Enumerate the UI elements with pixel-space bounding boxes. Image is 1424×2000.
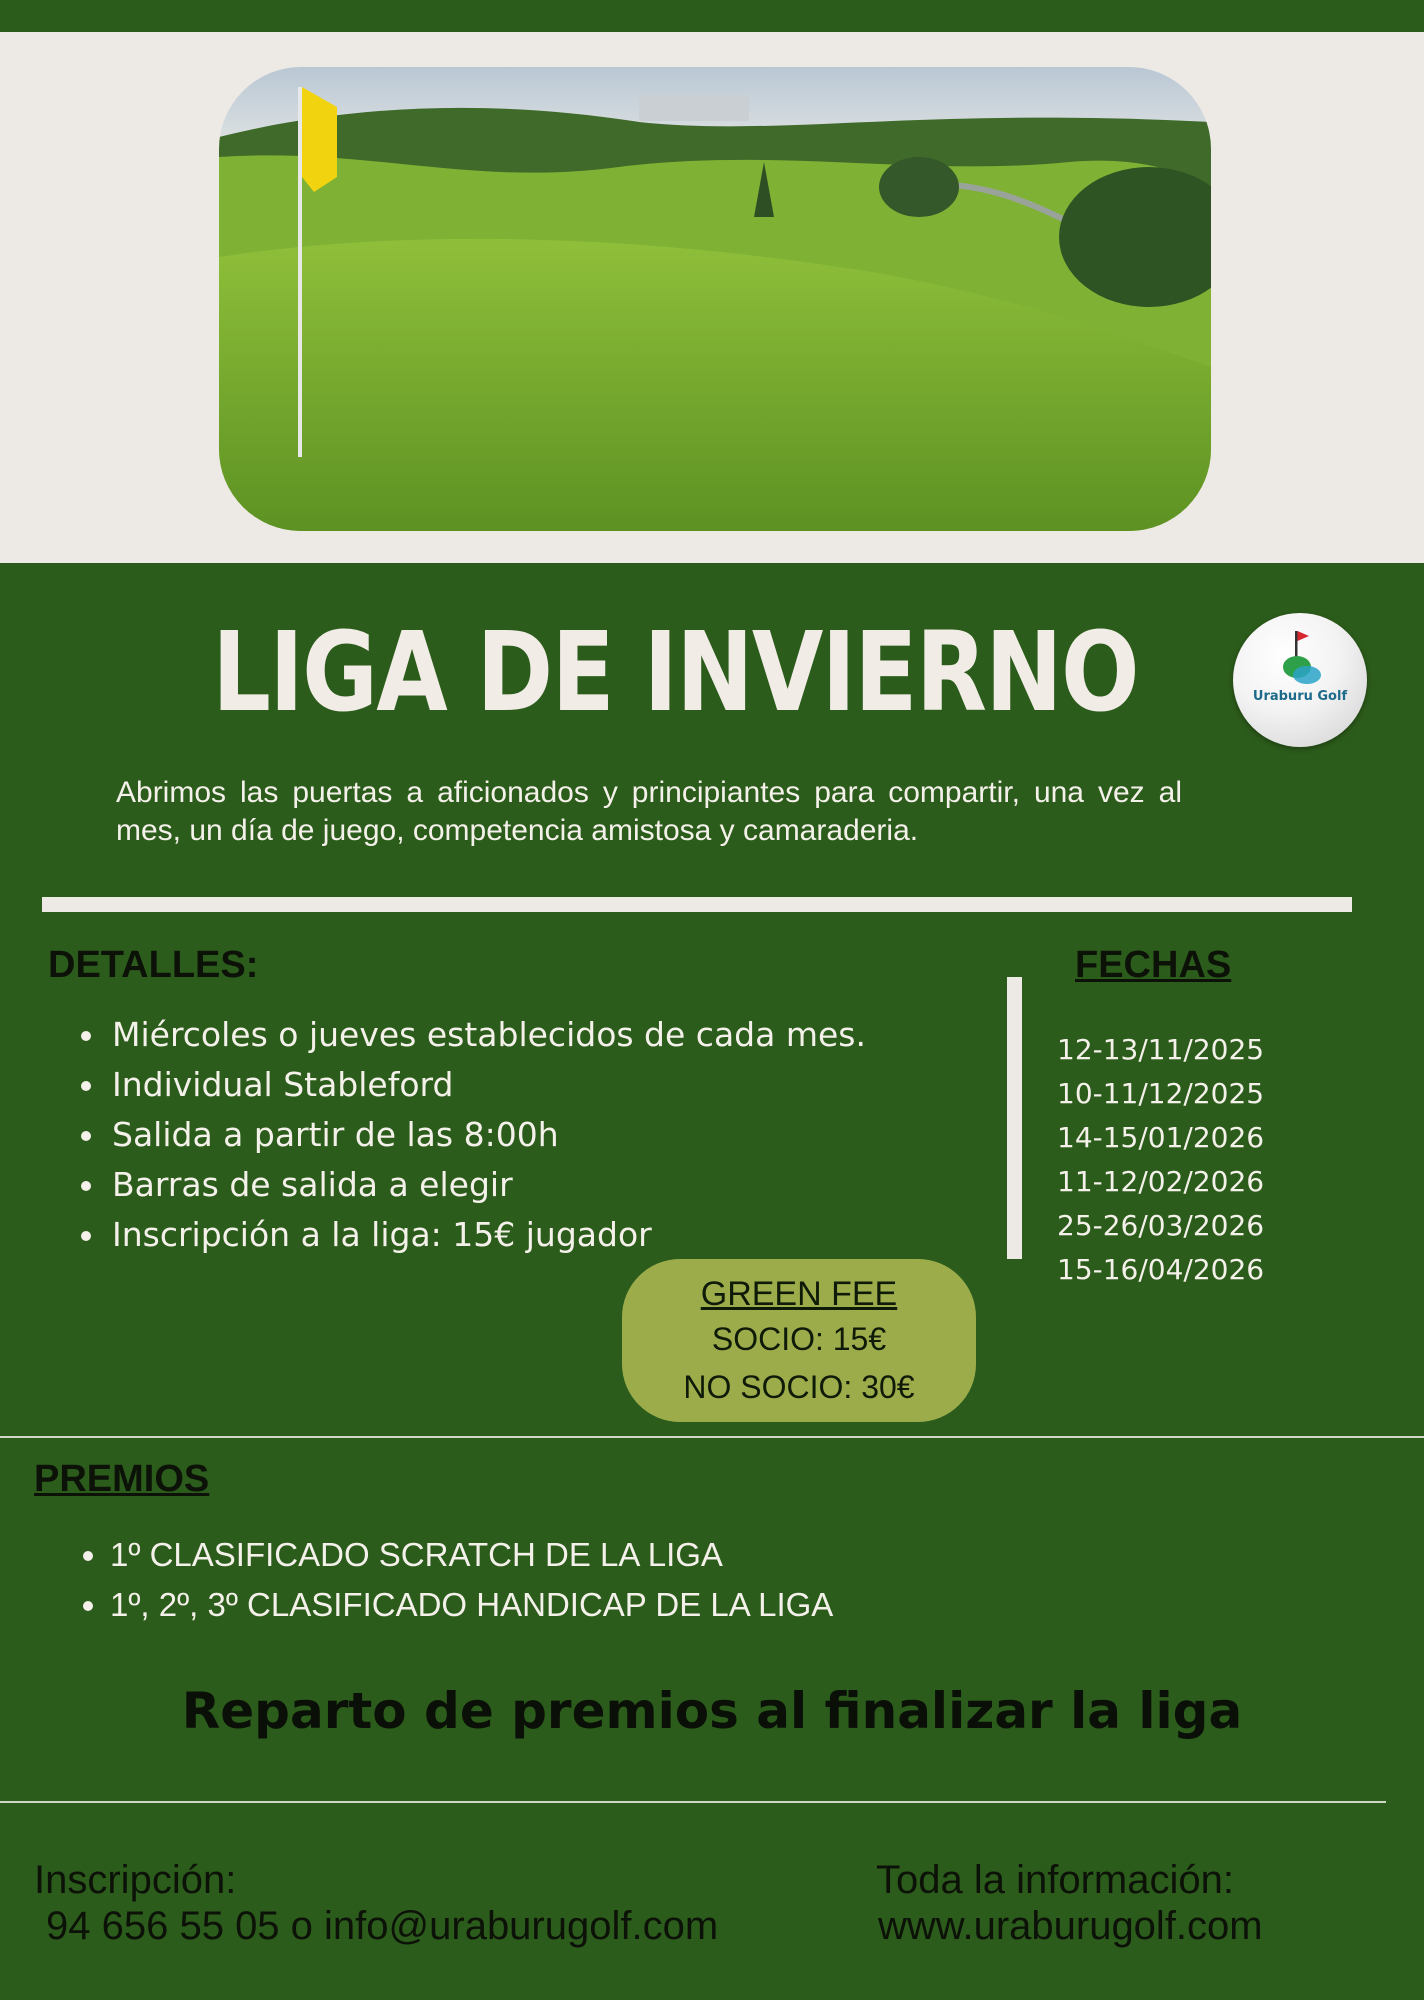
divider-line xyxy=(0,1436,1424,1438)
premios-heading: PREMIOS xyxy=(34,1458,210,1500)
info-label: Toda la información: xyxy=(876,1858,1234,1902)
section-divider xyxy=(42,897,1352,912)
uraburu-golf-logo xyxy=(1233,613,1367,747)
vertical-divider xyxy=(1007,977,1022,1259)
inscripcion-contact[interactable]: 94 656 55 05 o info@uraburugolf.com xyxy=(46,1904,719,1948)
fechas-list xyxy=(1057,1028,1287,1292)
inscripcion-label: Inscripción: xyxy=(34,1858,237,1902)
list-item: • Barras de salida a elegir xyxy=(108,1160,866,1210)
golf-course-photo xyxy=(219,67,1211,531)
premios-list xyxy=(76,1530,833,1630)
green-fee-no-socio: NO SOCIO: 30€ xyxy=(683,1369,915,1405)
date-item: 25-26/03/2026 xyxy=(1057,1209,1265,1242)
date-item: 14-15/01/2026 xyxy=(1057,1121,1265,1154)
details-list xyxy=(70,1010,866,1260)
fechas-heading: FECHAS xyxy=(1075,944,1232,986)
green-fee-box xyxy=(622,1259,976,1422)
divider-line xyxy=(0,1801,1386,1803)
page-title: LIGA DE INVIERNO xyxy=(212,608,1138,736)
website-link[interactable]: www.uraburugolf.com xyxy=(878,1904,1263,1948)
date-item: 15-16/04/2026 xyxy=(1057,1253,1265,1286)
logo-text: Uraburu Golf xyxy=(1252,689,1348,704)
green-fee-socio: SOCIO: 15€ xyxy=(711,1321,887,1357)
intro-paragraph: Abrimos las puertas a aficionados y principiantes para compartir, una vez al mes, un día de juego, competencia amistosa y camaraderia. xyxy=(116,776,1182,847)
green-fee-title: GREEN FEE xyxy=(700,1275,898,1313)
date-item: 12-13/11/2025 xyxy=(1057,1033,1265,1066)
list-item: • Inscripción a la liga: 15€ jugador xyxy=(108,1210,866,1260)
top-band xyxy=(0,0,1424,32)
date-item: 11-12/02/2026 xyxy=(1057,1165,1265,1198)
list-item: • 1º, 2º, 3º CLASIFICADO HANDICAP DE LA LIGA xyxy=(110,1580,833,1630)
list-item: • Individual Stableford xyxy=(108,1060,866,1110)
list-item: • 1º CLASIFICADO SCRATCH DE LA LIGA xyxy=(110,1530,833,1580)
details-heading: DETALLES: xyxy=(48,944,259,986)
list-item: • Miércoles o jueves establecidos de cada mes. xyxy=(108,1010,866,1060)
list-item: • Salida a partir de las 8:00h xyxy=(108,1110,866,1160)
date-item: 10-11/12/2025 xyxy=(1057,1077,1265,1110)
reparto-heading: Reparto de premios al finalizar la liga xyxy=(181,1682,1243,1740)
flag-logo-icon xyxy=(1271,627,1331,687)
